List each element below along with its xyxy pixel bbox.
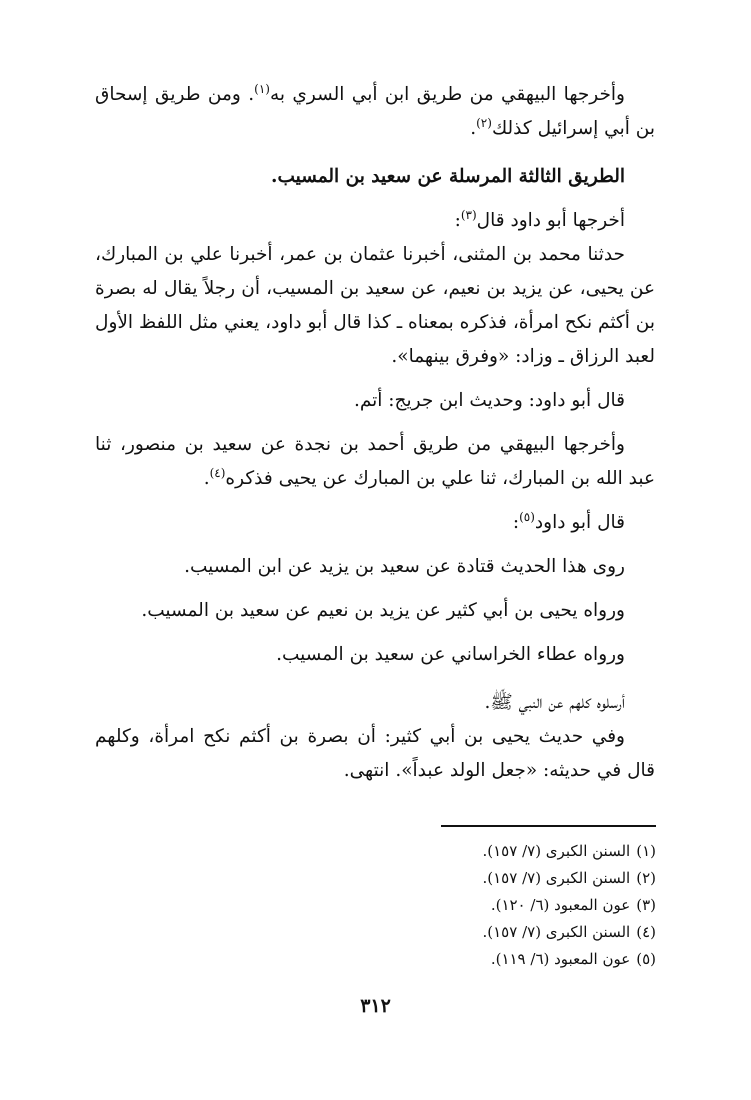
paragraph-6	[95, 506, 655, 540]
footnote-ref-5[interactable]: (٥)	[519, 509, 535, 524]
paragraph-7: روى هذا الحديث قتادة عن سعيد بن يزيد عن ابن المسيب.	[184, 556, 625, 577]
paragraph-10: أرسلوه كلهم عن النبي ﷺ.	[484, 692, 625, 713]
paragraph-1-text: وأخرجها البيهقي من طريق ابن أبي السري به	[269, 84, 625, 105]
footnote-number: (٥)	[636, 950, 656, 968]
paragraph-5	[95, 428, 655, 496]
footnote-5	[236, 946, 656, 973]
paragraph-5-text: وأخرجها البيهقي من طريق أحمد بن نجدة عن سعيد بن منصور، ثنا عبد الله بن المبارك، ثنا علي بن المبارك عن يحيى فذكره	[95, 434, 655, 489]
footnote-ref-4[interactable]: (٤)	[209, 465, 226, 480]
footnote-number: (٤)	[636, 923, 656, 941]
paragraph-6-end: :	[512, 512, 520, 533]
footnote-4	[236, 919, 656, 946]
paragraph-6-text: قال أبو داود	[534, 512, 625, 533]
footnote-number: (٢)	[636, 869, 656, 887]
footnote-2	[236, 865, 656, 892]
footnote-number: (١)	[636, 842, 656, 860]
paragraph-11: وفي حديث يحيى بن أبي كثير: أن بصرة بن أكثم نكح امرأة، وكلهم قال في حديثه: «جعل الولد عبداً». انتهى.	[95, 726, 655, 781]
paragraph-1	[95, 78, 655, 146]
footnote-separator	[441, 825, 656, 827]
paragraph-5-end: .	[203, 468, 210, 489]
paragraph-4: قال أبو داود: وحديث ابن جريج: أتم.	[353, 390, 625, 411]
paragraph-2	[95, 204, 655, 238]
paragraph-1-end: .	[470, 118, 477, 139]
section-heading: الطريق الثالثة المرسلة عن سعيد بن المسيب.	[271, 166, 625, 187]
footnote-number: (٣)	[636, 896, 656, 914]
paragraph-8: ورواه يحيى بن أبي كثير عن يزيد بن نعيم عن سعيد بن المسيب.	[141, 600, 625, 621]
paragraph-1-text-b: . ومن طريق إسحاق بن أبي إسرائيل كذلك	[95, 84, 655, 139]
footnotes	[236, 838, 656, 973]
paragraph-3: حدثنا محمد بن المثنى، أخبرنا عثمان بن عمر، أخبرنا علي بن المبارك، عن يحيى، عن يزيد بن نعيم، عن سعيد بن المسيب، أن رجلاً يقال له بصرة بن أكثم نكح امرأة، فذكره بمعناه ـ كذا قال أبو داود، يعني مثل اللفظ الأول لعبد الرزاق ـ وزاد: «وفرق بينهما».	[95, 244, 655, 367]
page-number: ٣١٢	[360, 995, 391, 1017]
footnote-text: عون المعبود (٦/ ١١٩).	[490, 950, 631, 968]
page-body	[95, 78, 655, 788]
footnote-ref-3[interactable]: (٣)	[460, 207, 477, 222]
footnote-1	[236, 838, 656, 865]
paragraph-2-end: :	[454, 210, 461, 231]
footnote-ref-1[interactable]: (١)	[254, 81, 270, 96]
footnote-text: السنن الكبرى (٧/ ١٥٧).	[482, 869, 631, 887]
footnote-3	[236, 892, 656, 919]
footnote-text: السنن الكبرى (٧/ ١٥٧).	[482, 923, 631, 941]
footnote-text: عون المعبود (٦/ ١٢٠).	[490, 896, 631, 914]
footnote-ref-2[interactable]: (٢)	[476, 115, 492, 130]
footnote-text: السنن الكبرى (٧/ ١٥٧).	[482, 842, 631, 860]
paragraph-9: ورواه عطاء الخراساني عن سعيد بن المسيب.	[276, 644, 625, 665]
paragraph-2-text: أخرجها أبو داود قال	[476, 210, 625, 231]
